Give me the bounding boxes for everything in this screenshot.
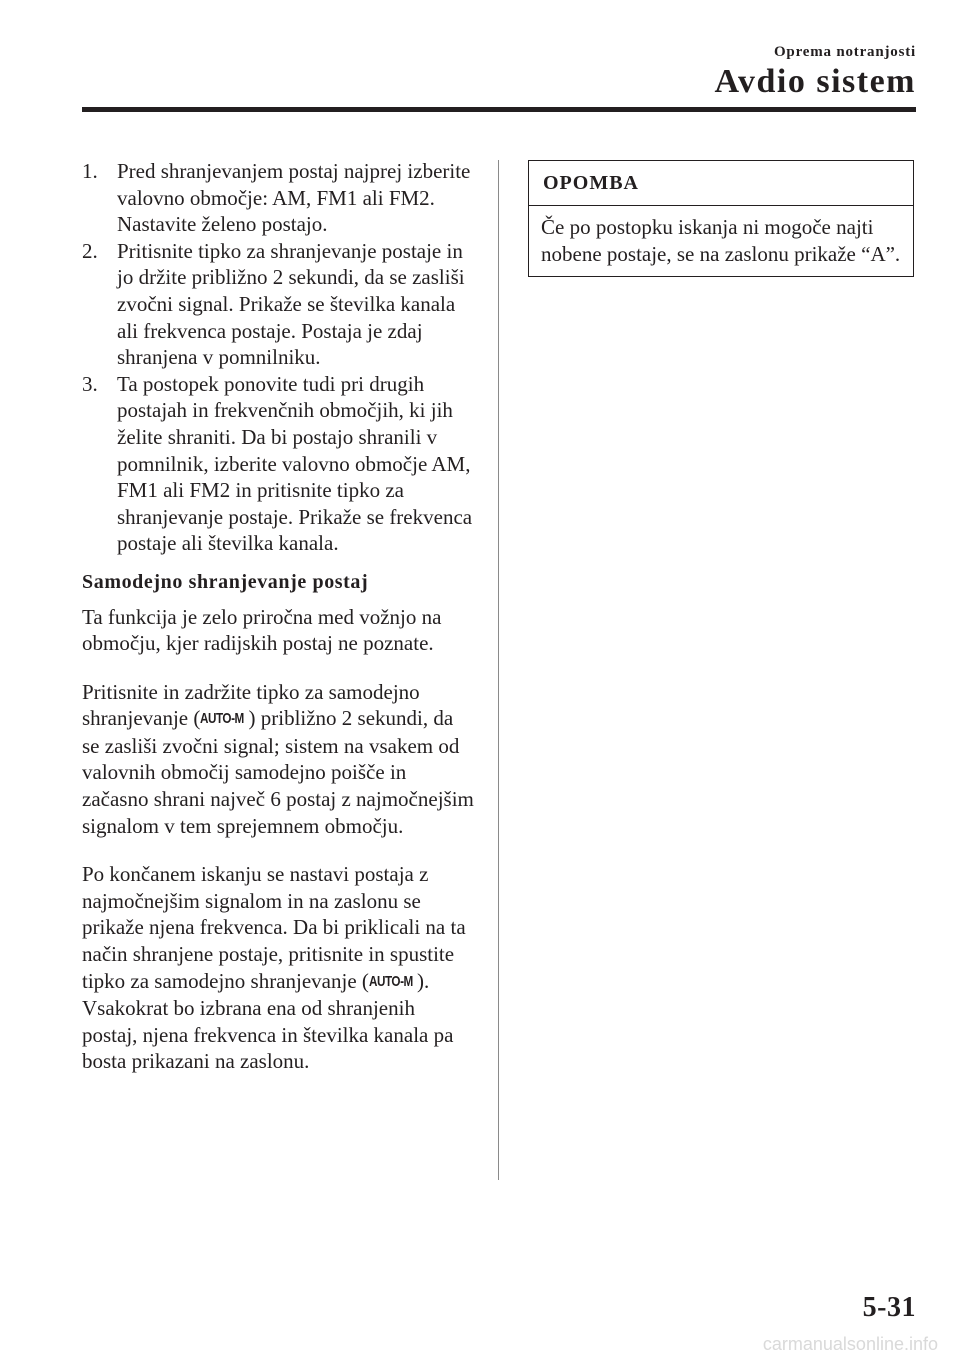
auto-m-button-label: AUTO-M <box>368 972 413 990</box>
instructions-text-end: ) približno 2 sekundi, da se zasliši zvočni signal; sistem na vsakem od valovnih območij samodejno poišče in začasno shrani največ 6 postaj z najmočnejšim signalom v tem sprejemnem območju. <box>82 706 474 838</box>
auto-m-button-label: AUTO-M <box>200 710 245 728</box>
step-item <box>82 371 474 557</box>
section-header: Oprema notranjosti <box>773 44 916 60</box>
step-number: 1. <box>82 159 98 183</box>
step-text: Pritisnite tipko za shranjevanje postaje in jo držite približno 2 sekundi, da se zasliši zvočni signal. Prikaže se številka kanala ali frekvenca postaje. Postaja je zdaj shranjena v pomnilniku. <box>117 238 465 370</box>
auto-store-intro: Ta funkcija je zelo priročna med vožnjo na območju, kjer radijskih postaj ne poznate. <box>82 604 442 656</box>
watermark: carmanualsonline.info <box>762 1334 938 1354</box>
note-box <box>528 160 914 277</box>
note-heading: OPOMBA <box>529 161 913 206</box>
auto-store-recall <box>82 861 474 1075</box>
step-text: Ta postopek ponovite tudi pri drugih postajah in frekvenčnih območjih, ki jih želite shraniti. Da bi postajo shranili v pomnilnik, izberite valovno območje AM, FM1 ali FM2 in pritisnite tipko za shranjevanje postaje. Prikaže se frekvenca postaje ali številka kanala. <box>117 371 473 556</box>
recall-text-start: Po končanem iskanju se nastavi postaja z najmočnejšim signalom in na zaslonu se prikaže njena frekvenca. Da bi priklicali na ta način shranjene postaje, pritisnite in spustite tipko za samodejno shranjevanje ( <box>82 862 466 993</box>
instructions-text-start: Pritisnite in zadržite tipko za samodejno shranjevanje ( <box>82 679 420 731</box>
step-item <box>82 238 474 371</box>
step-text: Pred shranjevanjem postaj najprej izberite valovno območje: AM, FM1 ali FM2. Nastavite želeno postajo. <box>117 159 471 237</box>
step-item <box>82 158 474 238</box>
note-text: Če po postopku iskanja ni mogoče najti nobene postaje, se na zaslonu prikaže “A”. <box>541 215 901 266</box>
left-column <box>82 158 474 1097</box>
page-title: Avdio sistem <box>714 63 916 100</box>
recall-text-end: ). Vsakokrat bo izbrana ena od shranjenih postaj, njena frekvenca in številka kanala pa bosta prikazani na zaslonu. <box>82 968 454 1074</box>
steps-list <box>82 158 474 557</box>
auto-store-heading: Samodejno shranjevanje postaj <box>82 570 369 593</box>
header-rule <box>82 107 916 112</box>
step-number: 3. <box>82 371 98 396</box>
page-number: 5-31 <box>862 1292 916 1323</box>
step-number: 2. <box>82 238 98 263</box>
auto-store-instructions <box>82 679 474 840</box>
column-divider <box>498 160 499 1180</box>
right-column <box>528 160 914 277</box>
